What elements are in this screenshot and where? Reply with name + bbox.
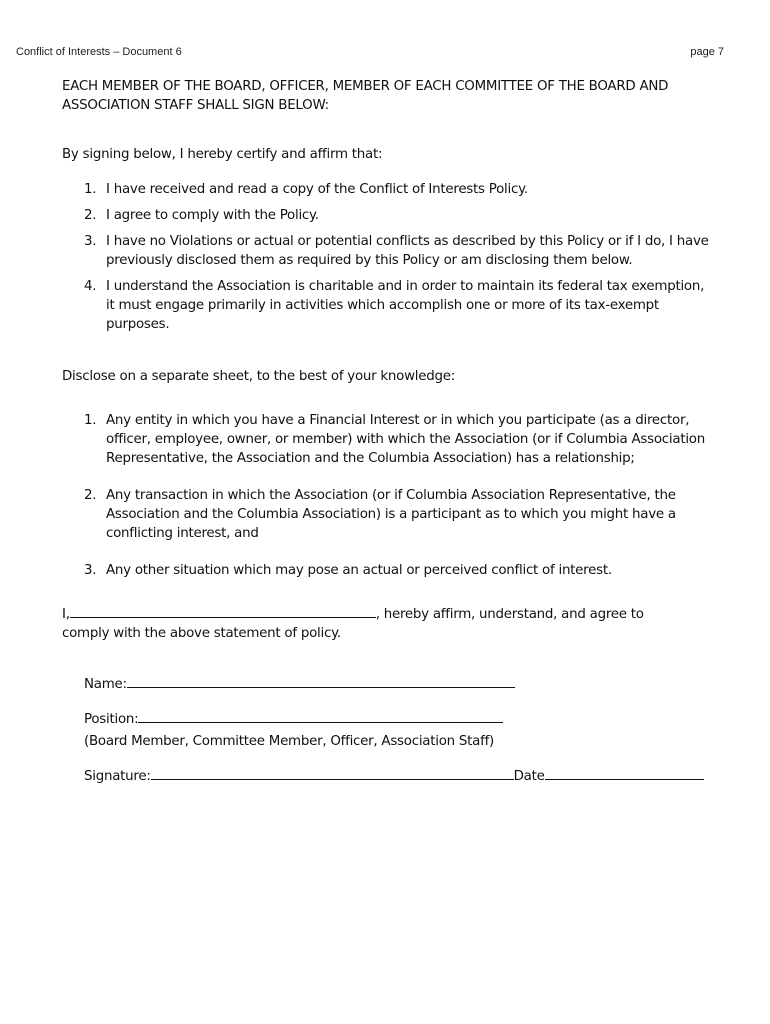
disclose-intro: Disclose on a separate sheet, to the best of your knowledge:: [62, 369, 456, 384]
date-field[interactable]: [545, 765, 704, 780]
affirm-prefix: I,: [62, 607, 70, 622]
signing-heading: EACH MEMBER OF THE BOARD, OFFICER, MEMBER OF EACH COMMITTEE OF THE BOARD AND ASSOCIATION STAFF SHALL SIGN BELOW:: [62, 79, 669, 113]
list-text: I agree to comply with the Policy.: [106, 208, 319, 223]
list-item: [62, 486, 712, 543]
affirm-line2: comply with the above statement of policy.: [62, 626, 341, 641]
name-field-row: [84, 673, 712, 694]
position-field-row: [84, 708, 712, 729]
list-number: 2.: [84, 488, 97, 503]
list-item: [62, 180, 712, 199]
position-field[interactable]: [138, 708, 503, 723]
list-item: [62, 411, 712, 468]
list-number: 3.: [84, 563, 97, 578]
signature-field[interactable]: [151, 765, 514, 780]
affirm-suffix: , hereby affirm, understand, and agree to: [375, 607, 644, 622]
list-number: 1.: [84, 413, 97, 428]
list-item: [62, 232, 712, 270]
list-text: Any entity in which you have a Financial Interest or in which you participate (as a director, officer, employee, owner, or member) with which the Association (or if Columbia Association Representative, the Association and the Columbia Association) has a relationship;: [106, 413, 705, 466]
page-number: page 7: [690, 46, 724, 58]
document-body: [62, 77, 712, 786]
list-number: 2.: [84, 208, 97, 223]
signature-field-row: [84, 765, 712, 786]
list-text: Any transaction in which the Association (or if Columbia Association Representative, the Association and the Columbia Association) is a participant as to which you might have a conflicting interest, and: [106, 488, 676, 541]
list-number: 3.: [84, 234, 97, 249]
list-item: [62, 206, 712, 225]
affirm-name-blank[interactable]: [70, 603, 376, 618]
position-note: (Board Member, Committee Member, Officer, Association Staff): [84, 734, 495, 749]
list-number: 1.: [84, 182, 97, 197]
signature-label: Signature:: [84, 769, 151, 784]
list-item: [62, 561, 712, 580]
list-item: [62, 277, 712, 334]
document-header-title: Conflict of Interests – Document 6: [16, 46, 182, 58]
list-text: I have received and read a copy of the Conflict of Interests Policy.: [106, 182, 528, 197]
date-label: Date: [513, 769, 545, 784]
disclose-list: [62, 411, 712, 580]
affirmation-statement: [62, 603, 712, 643]
list-number: 4.: [84, 279, 97, 294]
name-label: Name:: [84, 677, 127, 692]
name-field[interactable]: [127, 673, 515, 688]
certify-intro: By signing below, I hereby certify and affirm that:: [62, 147, 383, 162]
list-text: Any other situation which may pose an actual or perceived conflict of interest.: [106, 563, 612, 578]
list-text: I have no Violations or actual or potential conflicts as described by this Policy or if I do, I have previously disclosed them as required by this Policy or am disclosing them below.: [106, 234, 709, 268]
signature-fields: [84, 673, 712, 786]
list-text: I understand the Association is charitable and in order to maintain its federal tax exemption, it must engage primarily in activities which accomplish one or more of its tax-exempt purposes.: [106, 279, 705, 332]
position-label: Position:: [84, 712, 139, 727]
certify-list: [62, 180, 712, 334]
